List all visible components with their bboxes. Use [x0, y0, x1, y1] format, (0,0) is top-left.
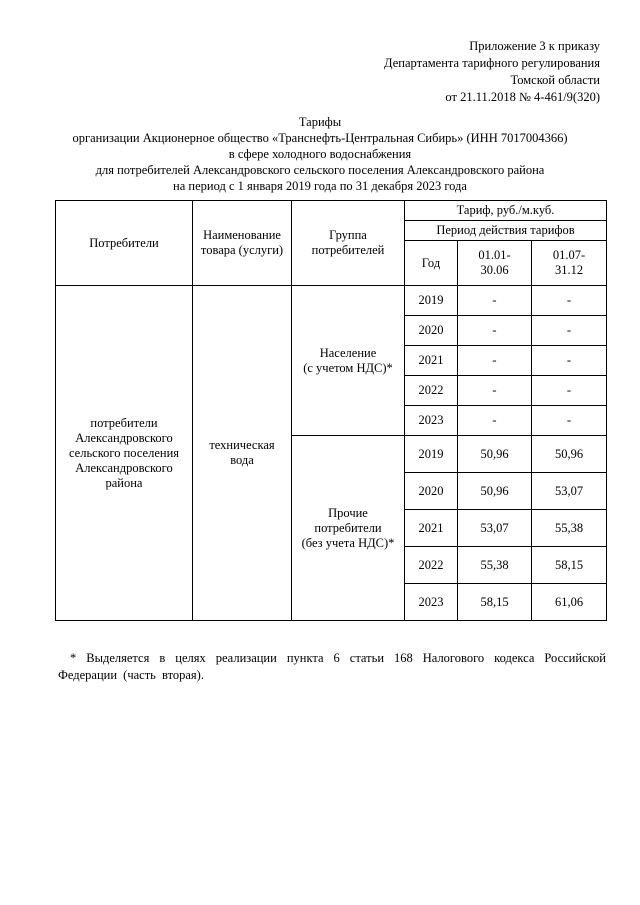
tariff-cell: -: [532, 376, 607, 406]
title-line: в сфере холодного водоснабжения: [228, 147, 412, 161]
title-line: организации Акционерное общество «Транснефть-Центральная Сибирь» (ИНН 7017004366): [72, 131, 568, 145]
tariff-cell: 53,07: [458, 510, 532, 547]
tariff-cell: -: [458, 346, 532, 376]
group-cell: Прочие потребители (без учета НДС)*: [292, 436, 405, 621]
year-cell: 2022: [405, 547, 458, 584]
year-cell: 2019: [405, 436, 458, 473]
document-title: [40, 114, 600, 194]
tariff-cell: 55,38: [532, 510, 607, 547]
tariff-cell: -: [532, 406, 607, 436]
header-year: Год: [405, 241, 458, 286]
group-cell: Население (с учетом НДС)*: [292, 286, 405, 436]
year-cell: 2020: [405, 316, 458, 346]
year-cell: 2021: [405, 346, 458, 376]
year-cell: 2023: [405, 584, 458, 621]
table-row: [56, 286, 607, 316]
header-consumers: Потребители: [56, 201, 193, 286]
tariff-cell: -: [532, 286, 607, 316]
tariff-cell: -: [532, 346, 607, 376]
tariff-cell: 50,96: [458, 473, 532, 510]
appendix-line: Томской области: [510, 73, 600, 87]
tariff-cell: -: [458, 376, 532, 406]
tariff-cell: 58,15: [532, 547, 607, 584]
appendix-reference: [384, 38, 600, 106]
header-tariff: Тариф, руб./м.куб.: [405, 201, 607, 221]
title-line: Тарифы: [298, 115, 342, 129]
tariff-cell: -: [532, 316, 607, 346]
year-cell: 2020: [405, 473, 458, 510]
appendix-line: Приложение 3 к приказу: [469, 39, 600, 53]
year-cell: 2021: [405, 510, 458, 547]
header-group: Группа потребителей: [292, 201, 405, 286]
appendix-line: от 21.11.2018 № 4-461/9(320): [445, 90, 600, 104]
title-line: на период с 1 января 2019 года по 31 декабря 2023 года: [173, 179, 467, 193]
year-cell: 2022: [405, 376, 458, 406]
tariff-cell: 58,15: [458, 584, 532, 621]
year-cell: 2019: [405, 286, 458, 316]
header-product: Наименование товара (услуги): [193, 201, 292, 286]
header-period: Период действия тарифов: [405, 221, 607, 241]
product-cell: техническая вода: [193, 286, 292, 621]
footnote: * Выделяется в целях реализации пункта 6 статьи 168 Налогового кодекса Российской Федерации (часть вторая).: [58, 651, 606, 682]
tariff-cell: 50,96: [458, 436, 532, 473]
tariff-table: [55, 200, 607, 621]
tariff-cell: -: [458, 406, 532, 436]
consumer-cell: потребители Александровского сельского поселения Александровского района: [56, 286, 193, 621]
header-half2: 01.07- 31.12: [532, 241, 607, 286]
header-half1: 01.01- 30.06: [458, 241, 532, 286]
tariff-cell: 53,07: [532, 473, 607, 510]
appendix-line: Департамента тарифного регулирования: [384, 56, 600, 70]
tariff-cell: -: [458, 316, 532, 346]
year-cell: 2023: [405, 406, 458, 436]
tariff-cell: 55,38: [458, 547, 532, 584]
tariff-cell: -: [458, 286, 532, 316]
tariff-cell: 50,96: [532, 436, 607, 473]
tariff-cell: 61,06: [532, 584, 607, 621]
title-line: для потребителей Александровского сельского поселения Александровского района: [95, 163, 545, 177]
